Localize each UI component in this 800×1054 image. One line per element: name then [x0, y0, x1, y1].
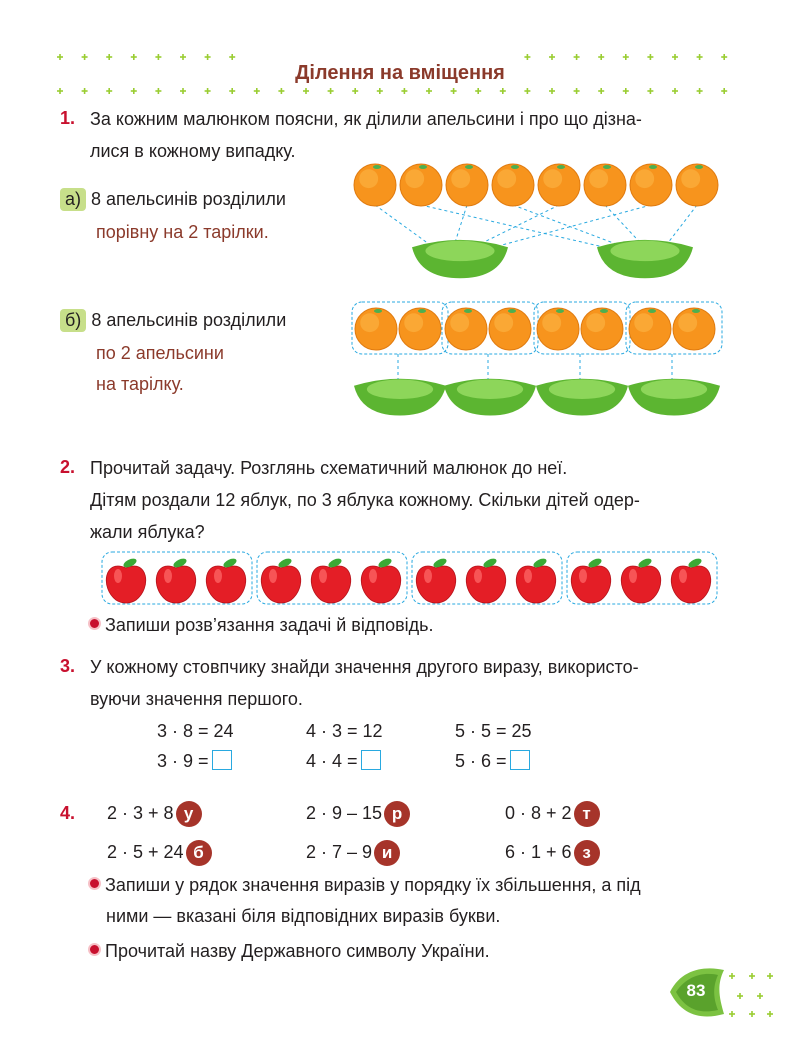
plus-icon: [229, 54, 235, 60]
plus-icon: [82, 54, 88, 60]
orange-icon: [400, 164, 442, 206]
plus-row-bottom: [54, 84, 744, 98]
plus-icon: [598, 54, 604, 60]
task-3-col2-row1: 4 · 3 = 12: [306, 721, 383, 741]
plus-icon: [757, 993, 763, 999]
apple-icon: [571, 557, 610, 603]
task-2-bullet: Запиши розв’язання задачі й відповідь.: [105, 615, 434, 635]
apple-icon: [106, 557, 145, 603]
orange-icon: [399, 308, 441, 350]
task-1a-label: а): [60, 188, 86, 211]
plus-icon: [205, 88, 211, 94]
plus-icon: [697, 88, 703, 94]
task-2-number: 2.: [60, 457, 76, 477]
plate-icon: [597, 240, 693, 278]
page-title: Ділення на вміщення: [295, 62, 505, 84]
oranges-by-two-illustration: [340, 298, 730, 428]
task-2-line-1: Прочитай задачу. Розглянь схематичний малюнок до неї.: [90, 458, 568, 478]
plus-icon: [697, 54, 703, 60]
apple-icon: [261, 557, 300, 603]
plus-icon: [180, 54, 186, 60]
plate-icon: [536, 379, 628, 416]
orange-icon: [676, 164, 718, 206]
task-2-line-2: Дітям роздали 12 яблук, по 3 яблука кожному. Скільки дітей одер-: [90, 490, 640, 510]
plus-icon: [737, 993, 743, 999]
expression: 2 · 3 + 8: [107, 802, 174, 823]
plus-icon: [328, 88, 334, 94]
letter-badge: б: [186, 840, 212, 866]
plus-icon: [57, 88, 63, 94]
apple-icon: [516, 557, 555, 603]
plus-icon: [767, 1011, 773, 1017]
page-number: 83: [686, 981, 706, 1000]
orange-icon: [584, 164, 626, 206]
apple-icon: [671, 557, 710, 603]
apple-icon: [361, 557, 400, 603]
letter-badge: з: [574, 840, 600, 866]
letter-badge: у: [176, 801, 202, 827]
task-1b-label: б): [60, 309, 86, 332]
task-3-col1-row1: 3 · 8 = 24: [157, 721, 234, 741]
task-1a-line-1: 8 апельсинів розділили: [91, 189, 286, 209]
expression: 2 · 7 – 9: [306, 841, 373, 862]
plus-icon: [574, 88, 580, 94]
letter-badge: р: [384, 801, 410, 827]
oranges-equal-share-illustration: [350, 160, 730, 290]
plus-icon: [451, 88, 457, 94]
orange-icon: [630, 164, 672, 206]
task-4-bullet-1-line-2: ними — вказані біля відповідних виразів букви.: [106, 906, 501, 926]
task-1b-line-1: 8 апельсинів розділили: [91, 310, 287, 330]
orange-icon: [492, 164, 534, 206]
task-1-number: 1.: [60, 108, 76, 128]
plus-icon: [721, 88, 727, 94]
task-1a-line-2: порівну на 2 тарілки.: [96, 222, 269, 242]
expression: 2 · 5 + 24: [107, 841, 184, 862]
plus-icon: [749, 1011, 755, 1017]
bullet-icon: [88, 617, 101, 630]
apples-grouped-illustration: [100, 550, 715, 608]
plus-icon: [155, 54, 161, 60]
expression: 6 · 1 + 6: [505, 841, 572, 862]
plate-icon: [444, 379, 536, 416]
task-3-col3-row1: 5 · 5 = 25: [455, 721, 532, 741]
plus-icon: [278, 88, 284, 94]
task-1-line-2: лися в кожному випадку.: [90, 141, 296, 161]
plus-icon: [647, 54, 653, 60]
plus-icon: [475, 88, 481, 94]
orange-icon: [355, 308, 397, 350]
task-3-line-2: вуючи значення першого.: [90, 689, 303, 709]
task-1b-line-2: по 2 апельсини: [96, 343, 224, 363]
plus-icon: [623, 54, 629, 60]
expression: 0 · 8 + 2: [505, 802, 572, 823]
orange-icon: [446, 164, 488, 206]
plus-icon: [377, 88, 383, 94]
answer-box[interactable]: [212, 750, 232, 770]
plus-icon: [623, 88, 629, 94]
plus-icon: [767, 973, 773, 979]
plus-icon: [352, 88, 358, 94]
task-4-bullet-1-line-1: Запиши у рядок значення виразів у порядку їх збільшення, а під: [105, 875, 641, 895]
apple-icon: [416, 557, 455, 603]
plate-icon: [354, 379, 446, 416]
plus-icon: [647, 88, 653, 94]
plus-icon: [524, 88, 530, 94]
plus-icon: [729, 973, 735, 979]
task-3-number: 3.: [60, 656, 76, 676]
plus-icon: [131, 54, 137, 60]
task-3-col2-row2: 4 · 4 =: [306, 751, 358, 771]
bullet-icon: [88, 943, 101, 956]
orange-icon: [489, 308, 531, 350]
plus-icon: [721, 54, 727, 60]
plus-icon: [749, 973, 755, 979]
task-4-bullet-2: Прочитай назву Державного символу України.: [105, 941, 490, 961]
plus-icon: [205, 54, 211, 60]
apple-icon: [206, 557, 245, 603]
orange-icon: [537, 308, 579, 350]
orange-icon: [581, 308, 623, 350]
letter-badge: и: [374, 840, 400, 866]
plate-icon: [628, 379, 720, 416]
plus-icon: [598, 88, 604, 94]
plus-icon: [180, 88, 186, 94]
plus-icon: [82, 88, 88, 94]
task-3-col1-row2: 3 · 9 =: [157, 751, 209, 771]
apple-icon: [311, 557, 350, 603]
task-1b-line-3: на тарілку.: [96, 374, 184, 394]
plus-icon: [155, 88, 161, 94]
plus-icon: [254, 88, 260, 94]
plus-icon: [524, 54, 530, 60]
plus-icon: [672, 88, 678, 94]
orange-icon: [445, 308, 487, 350]
plus-icon: [500, 88, 506, 94]
plus-icon: [401, 88, 407, 94]
plus-icon: [106, 54, 112, 60]
task-1-line-1: За кожним малюнком поясни, як ділили апельсини і про що дізна-: [90, 109, 642, 129]
letter-badge: т: [574, 801, 600, 827]
apple-icon: [466, 557, 505, 603]
task-3-line-1: У кожному стовпчику знайди значення другого виразу, використо-: [90, 657, 639, 677]
apple-icon: [156, 557, 195, 603]
plus-icon: [574, 54, 580, 60]
apple-icon: [621, 557, 660, 603]
plus-icon: [549, 54, 555, 60]
plus-icon: [57, 54, 63, 60]
plus-icon: [549, 88, 555, 94]
plus-icon: [229, 88, 235, 94]
answer-box[interactable]: [510, 750, 530, 770]
plus-icon: [303, 88, 309, 94]
plus-icon: [729, 1011, 735, 1017]
task-4-number: 4.: [60, 803, 76, 823]
task-2-line-3: жали яблука?: [90, 522, 205, 542]
bullet-icon: [88, 877, 101, 890]
answer-box[interactable]: [361, 750, 381, 770]
plus-icon: [672, 54, 678, 60]
task-3-col3-row2: 5 · 6 =: [455, 751, 507, 771]
expression: 2 · 9 – 15: [306, 802, 383, 823]
plus-icon: [106, 88, 112, 94]
plus-icon: [426, 88, 432, 94]
plate-icon: [412, 240, 508, 278]
orange-icon: [629, 308, 671, 350]
orange-icon: [673, 308, 715, 350]
orange-icon: [354, 164, 396, 206]
orange-icon: [538, 164, 580, 206]
plus-icon: [131, 88, 137, 94]
